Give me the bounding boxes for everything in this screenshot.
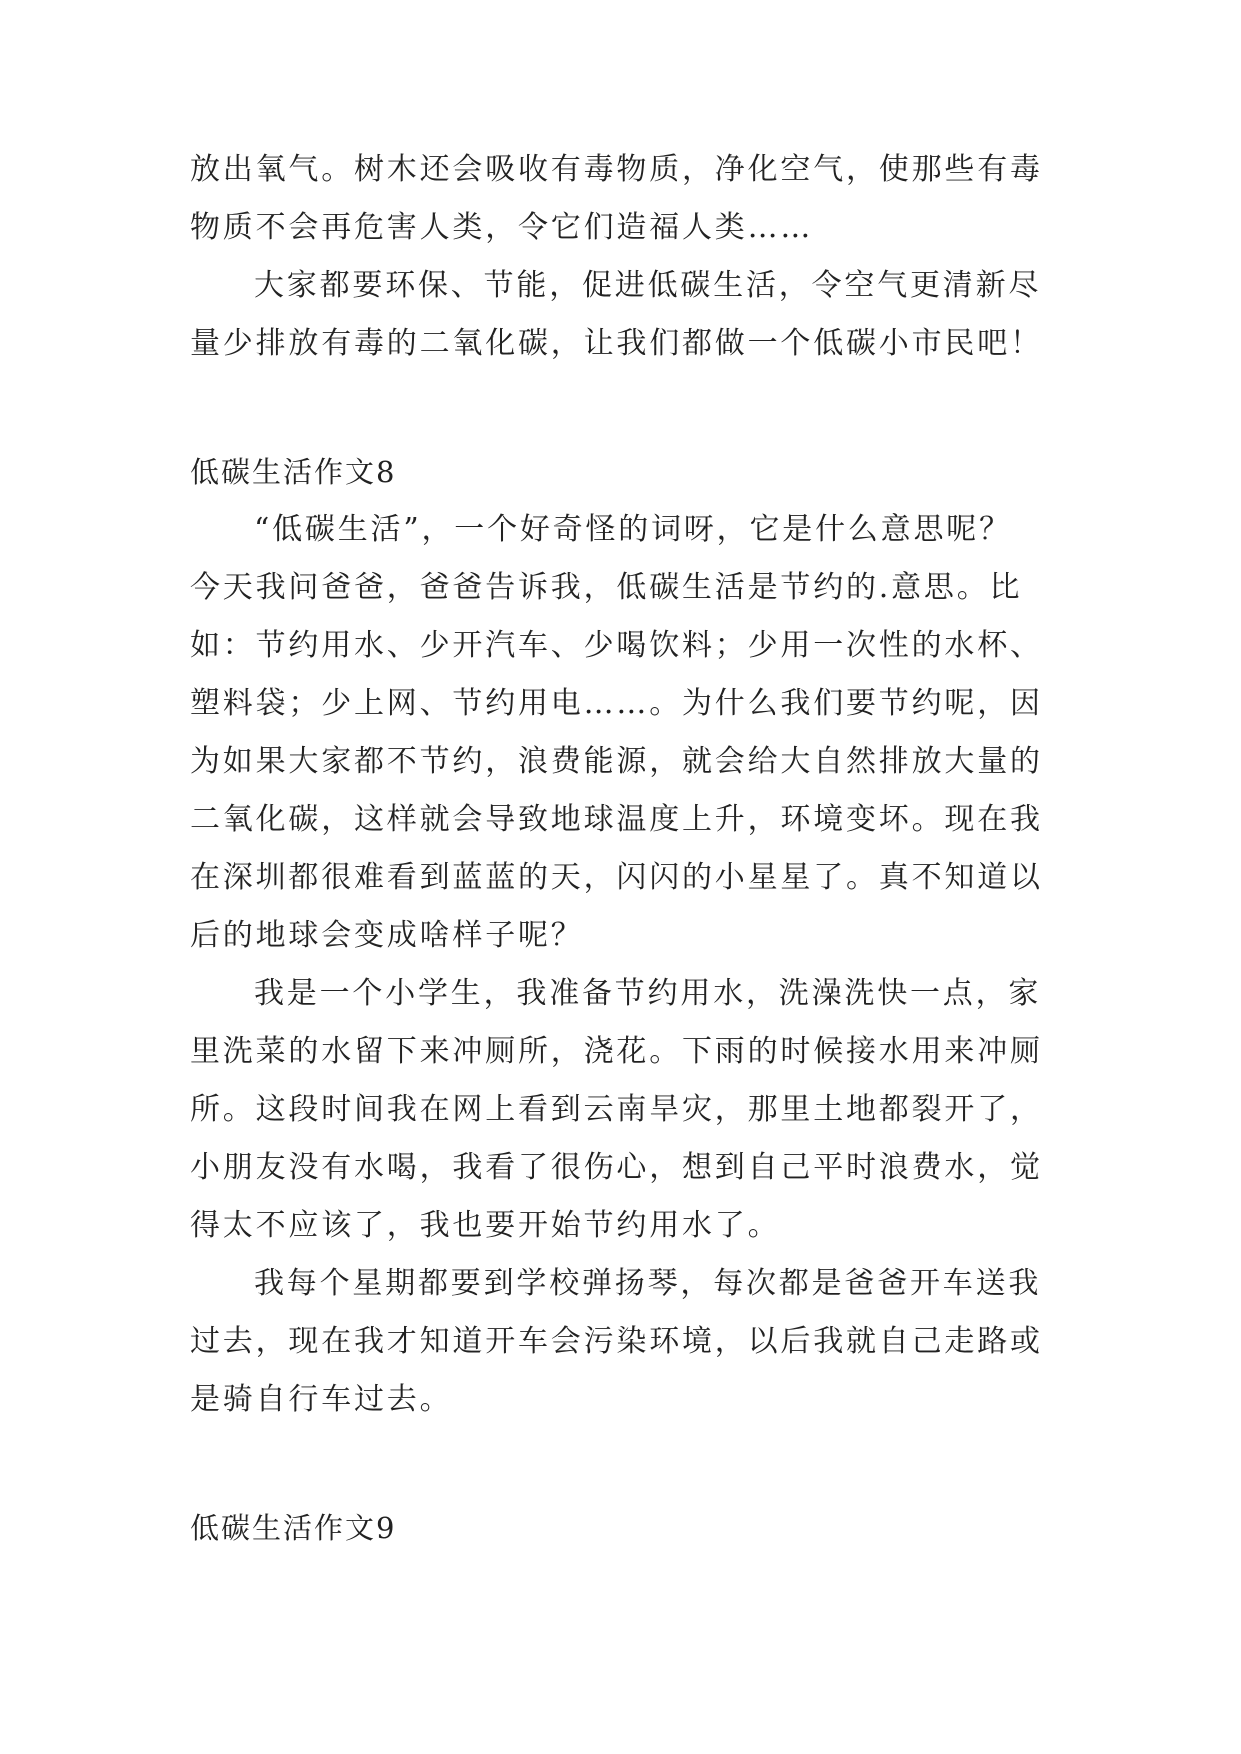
paragraph-line: 为如果大家都不节约，浪费能源，就会给大自然排放大量的 bbox=[190, 744, 1043, 779]
paragraph-line: 二氧化碳，这样就会导致地球温度上升，环境变坏。现在我 bbox=[190, 802, 1043, 837]
section-heading: 低碳生活作文9 bbox=[190, 1511, 397, 1545]
paragraph-line: 量少排放有毒的二氧化碳，让我们都做一个低碳小市民吧！ bbox=[190, 326, 1043, 361]
paragraph-line: 里洗菜的水留下来冲厕所，浇花。下雨的时候接水用来冲厕 bbox=[190, 1034, 1043, 1069]
paragraph-line: 大家都要环保、节能，促进低碳生活，令空气更清新尽 bbox=[254, 268, 1042, 303]
paragraph-line: 今天我问爸爸，爸爸告诉我，低碳生活是节约的.意思。比 bbox=[190, 570, 1023, 605]
paragraph-line: 如：节约用水、少开汽车、少喝饮料；少用一次性的水杯、 bbox=[190, 628, 1043, 663]
paragraph-line: 放出氧气。树木还会吸收有毒物质，净化空气，使那些有毒 bbox=[190, 152, 1043, 187]
paragraph-line: 得太不应该了，我也要开始节约用水了。 bbox=[190, 1208, 781, 1243]
section-heading: 低碳生活作文8 bbox=[190, 455, 397, 489]
paragraph-line: 塑料袋；少上网、节约用电……。为什么我们要节约呢，因 bbox=[190, 686, 1043, 721]
paragraph-line: 小朋友没有水喝，我看了很伤心，想到自己平时浪费水，觉 bbox=[190, 1150, 1043, 1185]
paragraph-line: 在深圳都很难看到蓝蓝的天，闪闪的小星星了。真不知道以 bbox=[190, 860, 1043, 895]
paragraph-line: 我是一个小学生，我准备节约用水，洗澡洗快一点，家 bbox=[254, 976, 1042, 1011]
paragraph-line: “低碳生活”，一个好奇怪的词呀，它是什么意思呢？ bbox=[254, 512, 1012, 547]
paragraph-line: 是骑自行车过去。 bbox=[190, 1382, 453, 1417]
paragraph-line: 所。这段时间我在网上看到云南旱灾，那里土地都裂开了， bbox=[190, 1092, 1043, 1127]
paragraph-line: 过去，现在我才知道开车会污染环境，以后我就自己走路或 bbox=[190, 1324, 1043, 1359]
paragraph-line: 后的地球会变成啥样子呢？ bbox=[190, 918, 584, 953]
paragraph-line: 我每个星期都要到学校弹扬琴，每次都是爸爸开车送我 bbox=[254, 1266, 1042, 1301]
paragraph-line: 物质不会再危害人类，令它们造福人类…… bbox=[190, 210, 814, 245]
